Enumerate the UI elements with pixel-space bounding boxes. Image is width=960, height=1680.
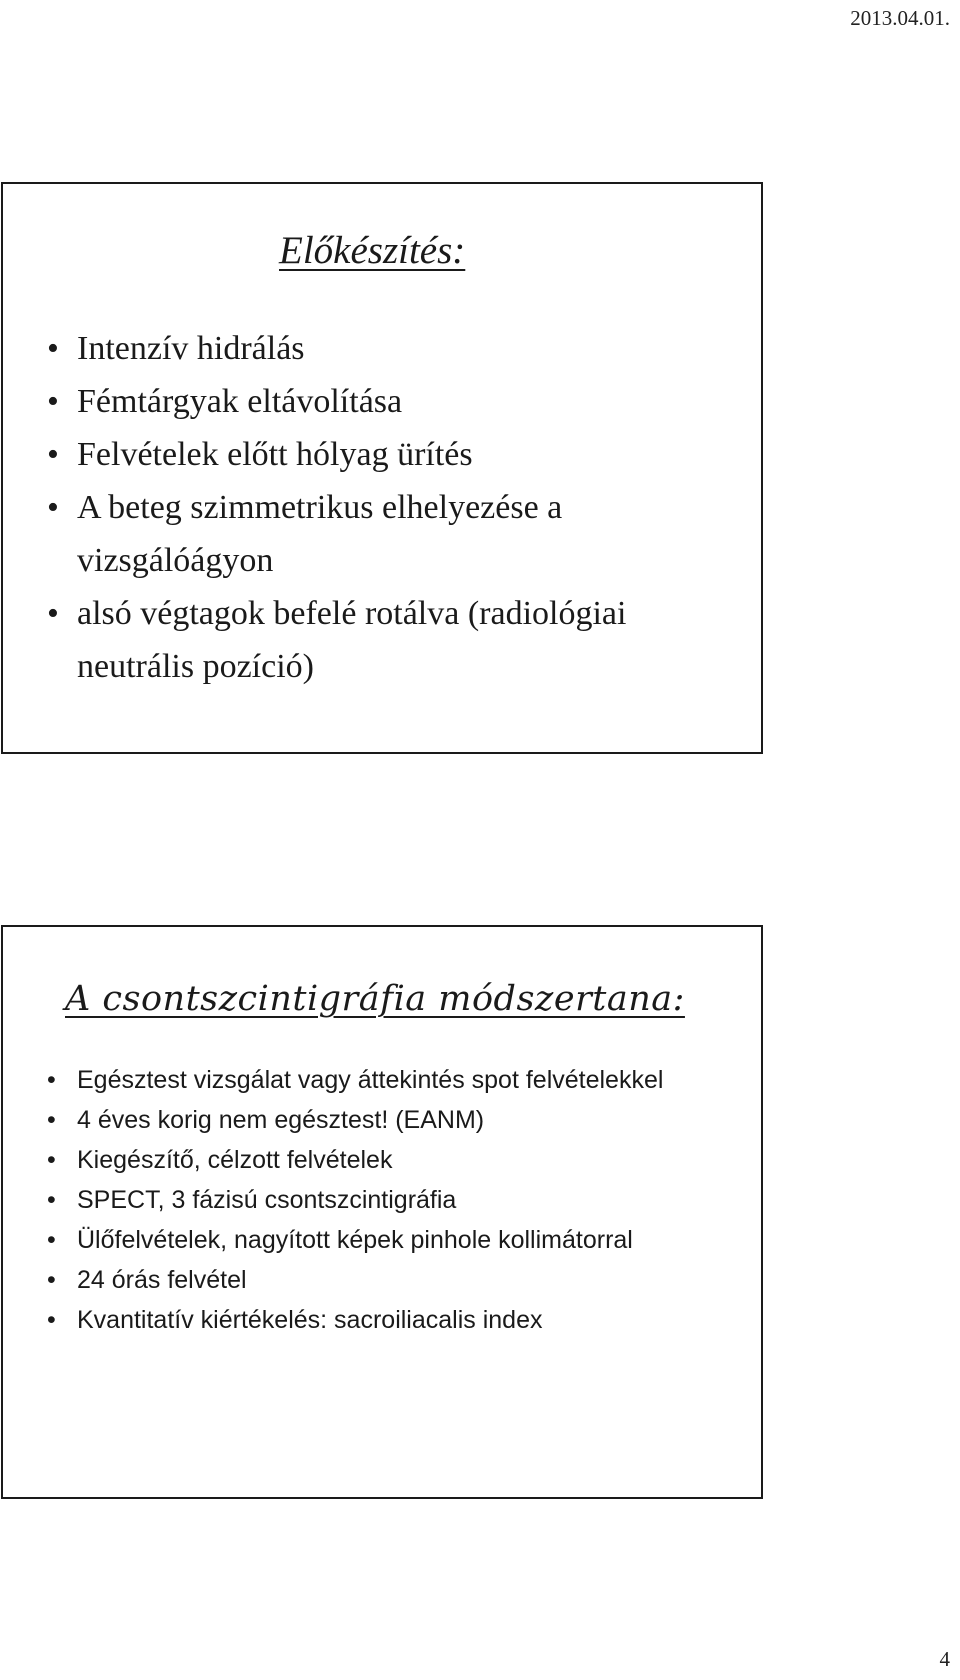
list-item: • 24 órás felvétel	[47, 1263, 731, 1297]
list-item: • 4 éves korig nem egésztest! (EANM)	[47, 1103, 731, 1137]
list-item: • Egésztest vizsgálat vagy áttekintés spot felvételekkel	[47, 1063, 731, 1097]
list-item: • A beteg szimmetrikus elhelyezése a vizsgálóágyon	[47, 481, 731, 587]
list-item: • SPECT, 3 fázisú csontszcintigráfia	[47, 1183, 731, 1217]
list-item: • alsó végtagok befelé rotálva (radiológiai neutrális pozíció)	[47, 587, 731, 693]
slide-preparation	[1, 182, 763, 754]
list-item: • Kvantitatív kiértékelés: sacroiliacalis index	[47, 1303, 731, 1337]
list-item: • Fémtárgyak eltávolítása	[47, 375, 731, 428]
slide-title: A csontszcintigráfia módszertana:	[65, 979, 685, 1019]
page-number: 4	[939, 1647, 950, 1671]
list-item: • Intenzív hidrálás	[47, 322, 731, 375]
bullet-list	[47, 322, 731, 693]
bullet-list	[47, 1063, 731, 1343]
list-item: • Kiegészítő, célzott felvételek	[47, 1143, 731, 1177]
list-item: • Felvételek előtt hólyag ürítés	[47, 428, 731, 481]
page-date: 2013.04.01.	[850, 6, 950, 30]
slide-methodology	[1, 925, 763, 1499]
slide-title: Előkészítés:	[279, 229, 466, 272]
list-item: • Ülőfelvételek, nagyított képek pinhole kollimátorral	[47, 1223, 731, 1257]
